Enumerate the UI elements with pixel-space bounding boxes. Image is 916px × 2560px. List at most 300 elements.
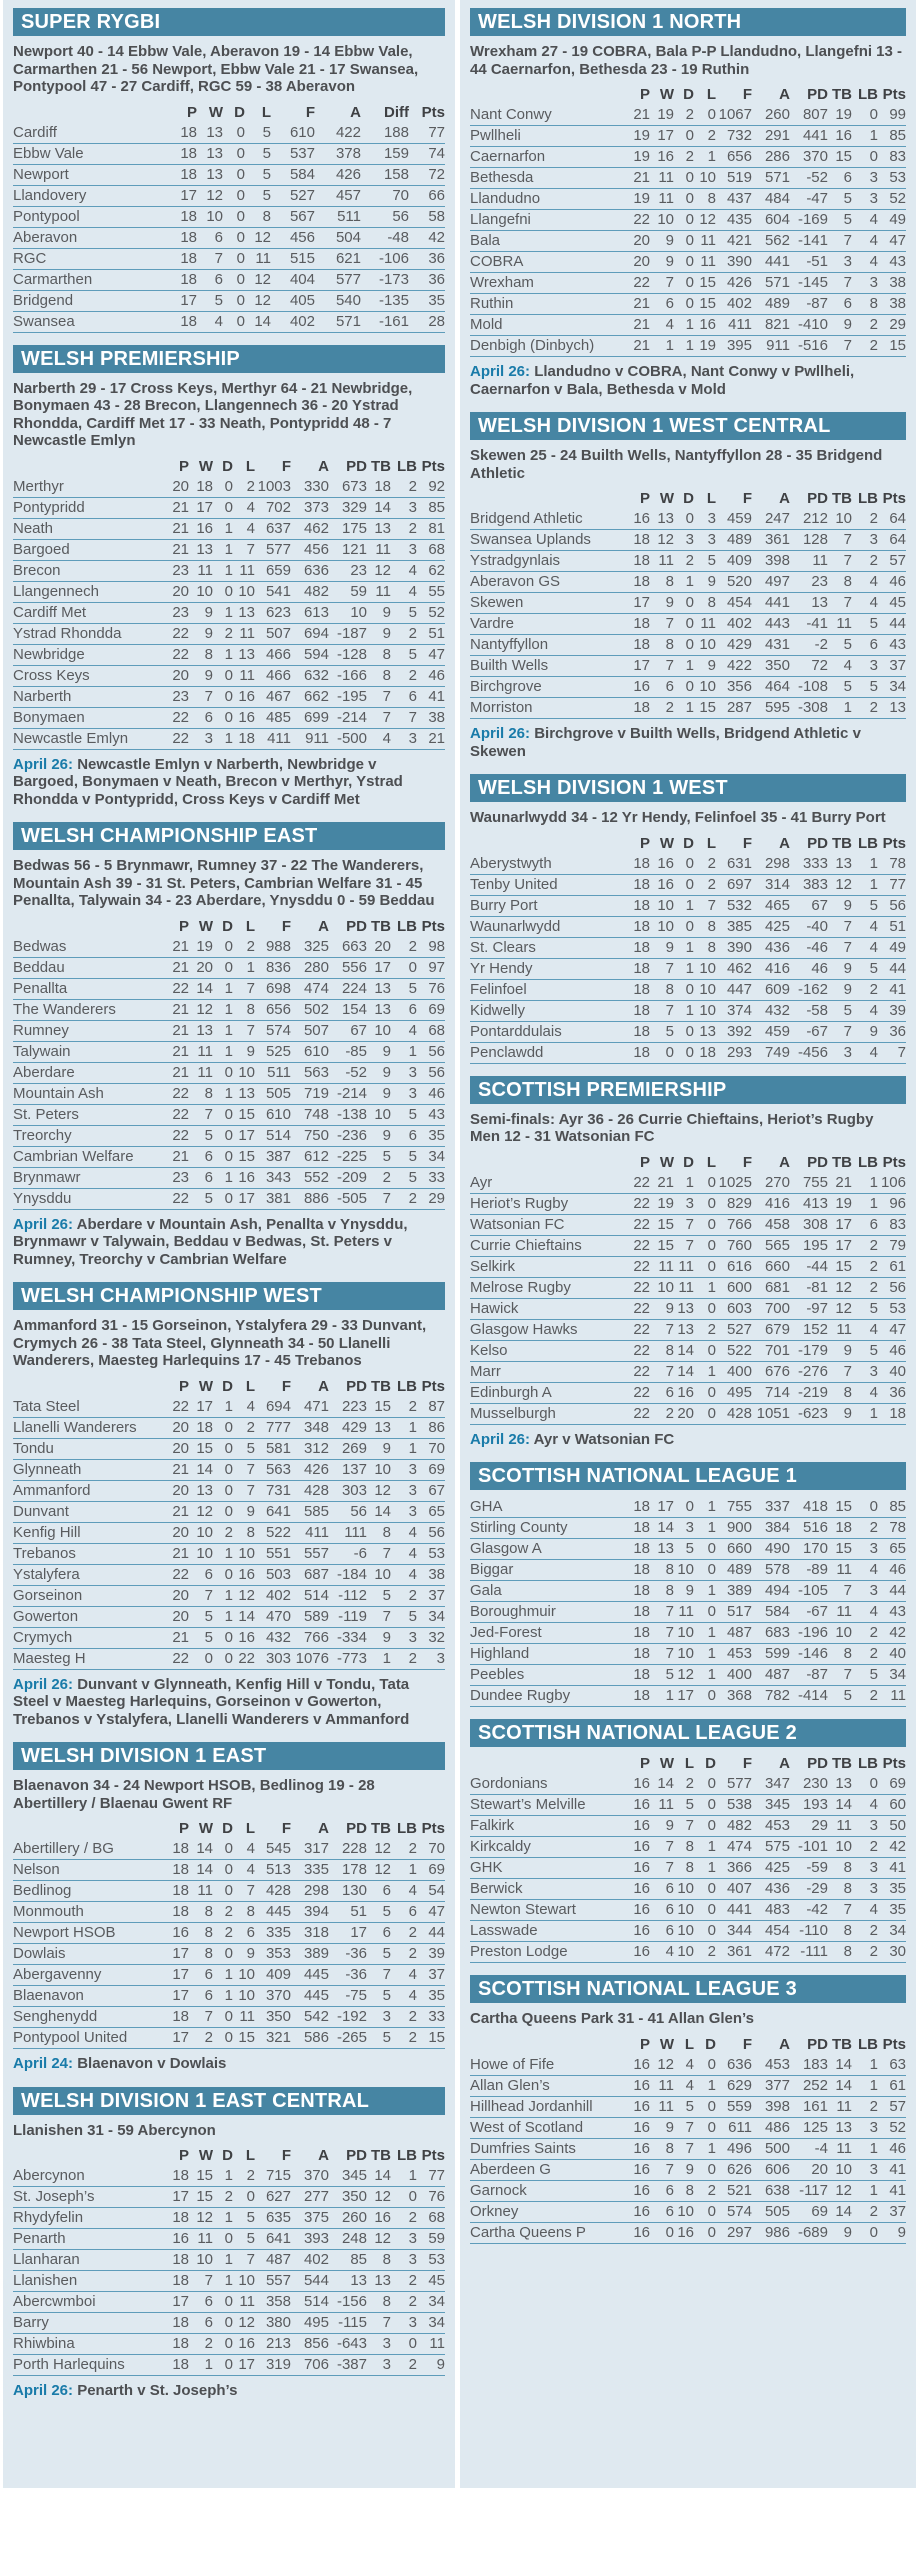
table-row bbox=[13, 1062, 445, 1083]
table-row bbox=[470, 979, 906, 1000]
stat-cell: 11 bbox=[375, 582, 391, 600]
stat-cell: 79 bbox=[889, 1236, 906, 1254]
stat-cell: 16 bbox=[633, 2118, 650, 2136]
stat-cell: 7 bbox=[843, 1582, 852, 1599]
stat-cell: -192 bbox=[336, 2008, 367, 2025]
stat-cell: 1 bbox=[869, 2139, 878, 2157]
table-row bbox=[13, 1104, 445, 1125]
table-row bbox=[13, 644, 445, 665]
stat-cell: 10 bbox=[657, 917, 674, 935]
stat-cell: 701 bbox=[764, 1341, 790, 1359]
team-name: Cross Keys bbox=[13, 666, 90, 684]
table-row bbox=[470, 854, 906, 875]
stat-cell: 18 bbox=[633, 896, 650, 914]
column-header: PD bbox=[807, 86, 828, 103]
stat-cell: 50 bbox=[889, 1817, 906, 1834]
stat-cell: 19 bbox=[633, 148, 650, 165]
stat-cell: 12 bbox=[254, 270, 271, 288]
table-row bbox=[470, 1319, 906, 1340]
column-header: PD bbox=[807, 834, 828, 852]
team-name: Kirkcaldy bbox=[470, 1838, 531, 1855]
stat-cell: 1 bbox=[408, 1418, 417, 1436]
stat-cell: 1 bbox=[408, 1439, 417, 1457]
stat-cell: 30 bbox=[889, 1943, 906, 1960]
stat-cell: 14 bbox=[835, 2076, 852, 2094]
column-header bbox=[470, 489, 626, 509]
stat-cell: 11 bbox=[678, 1257, 694, 1275]
stat-cell: 5 bbox=[408, 1105, 417, 1123]
stat-cell: 445 bbox=[303, 1966, 329, 1983]
stat-cell: 6 bbox=[408, 1126, 417, 1144]
team-name: Swansea Uplands bbox=[470, 531, 591, 548]
stat-cell: 411 bbox=[267, 729, 291, 747]
stat-cell: 17 bbox=[633, 657, 650, 674]
stat-cell: 5 bbox=[408, 1607, 417, 1625]
fixtures-note bbox=[13, 2382, 445, 2400]
table-row bbox=[470, 1816, 906, 1837]
stat-cell: 610 bbox=[289, 123, 315, 141]
stat-cell: 612 bbox=[303, 1147, 329, 1165]
stat-cell: 9 bbox=[204, 624, 213, 642]
section-banner: SCOTTISH PREMIERSHIP bbox=[470, 1076, 906, 1104]
stat-cell: 0 bbox=[707, 1299, 716, 1317]
stat-cell: 11 bbox=[197, 2230, 213, 2247]
stat-cell: 1 bbox=[224, 1021, 233, 1039]
stat-cell: 3 bbox=[408, 1063, 417, 1081]
stat-cell: 1 bbox=[685, 657, 694, 674]
stat-cell: 49 bbox=[889, 938, 906, 956]
stat-cell: 373 bbox=[303, 498, 329, 516]
stat-cell: 2 bbox=[665, 1404, 674, 1422]
stat-cell: 0 bbox=[869, 148, 878, 165]
table-row bbox=[470, 1858, 906, 1879]
stat-cell: 10 bbox=[657, 211, 674, 228]
stat-cell: 55 bbox=[428, 582, 445, 600]
stat-cell: 34 bbox=[889, 678, 906, 695]
stat-cell: 21 bbox=[172, 1544, 189, 1562]
stat-cell: 11 bbox=[658, 2097, 674, 2115]
stat-cell: 2 bbox=[707, 1943, 716, 1960]
results-intro: Ammanford 31 - 15 Gorseinon, Ystalyfera 29 - 33 Dunvant, Crymych 26 - 38 Tata Steel, Glynneath 34 - 50 Llanelli Wanderers, Maesteg Harlequins 17 - 45 Trebanos bbox=[13, 1317, 427, 1369]
stat-cell: 2 bbox=[869, 1519, 878, 1536]
stat-cell: 16 bbox=[633, 678, 650, 695]
stat-cell: 577 bbox=[726, 1775, 752, 1792]
table-row bbox=[13, 1564, 445, 1585]
league-table bbox=[13, 103, 445, 333]
stat-cell: 4 bbox=[869, 211, 878, 228]
column-header: W bbox=[198, 457, 213, 475]
stat-cell: 12 bbox=[238, 2314, 255, 2331]
stat-cell: 42 bbox=[889, 1838, 906, 1855]
column-header: W bbox=[198, 1377, 213, 1395]
stat-cell: 0 bbox=[685, 1498, 694, 1515]
stat-cell: 21 bbox=[633, 295, 650, 312]
stat-cell: 9 bbox=[246, 1945, 255, 1962]
stat-cell: 0 bbox=[665, 1043, 674, 1061]
stat-cell: -196 bbox=[797, 1624, 828, 1641]
stat-cell: 428 bbox=[265, 1882, 291, 1899]
results-intro: Wrexham 27 - 19 COBRA, Bala P-P Llandudno, Llangefni 13 - 44 Caernarfon, Bethesda 23 - 19 Ruthin bbox=[470, 43, 903, 78]
stat-cell: 436 bbox=[764, 1880, 790, 1897]
stat-cell: 5 bbox=[408, 979, 417, 997]
stat-cell: 2 bbox=[224, 1903, 233, 1920]
stat-cell: 18 bbox=[835, 1519, 852, 1536]
stat-cell: 6 bbox=[204, 1565, 213, 1583]
stat-cell: 4 bbox=[246, 498, 255, 516]
table-row bbox=[13, 1397, 445, 1418]
stat-cell: 1025 bbox=[718, 1173, 752, 1191]
stat-cell: 21 bbox=[835, 1173, 852, 1191]
stat-cell: -112 bbox=[338, 1586, 367, 1604]
stat-cell: 23 bbox=[172, 603, 189, 621]
stat-cell: 422 bbox=[726, 657, 752, 674]
stat-cell: 18 bbox=[172, 2209, 189, 2226]
stat-cell: -81 bbox=[806, 1278, 828, 1296]
column-header: PD bbox=[807, 1755, 828, 1772]
team-name: Beddau bbox=[13, 958, 65, 976]
stat-cell: 656 bbox=[726, 148, 752, 165]
stat-cell: 5 bbox=[869, 1666, 878, 1683]
stat-cell: 18 bbox=[633, 1603, 650, 1620]
stat-cell: 14 bbox=[374, 498, 391, 516]
stat-cell: 36 bbox=[889, 1022, 906, 1040]
column-header: Diff bbox=[384, 103, 409, 121]
stat-cell: 22 bbox=[633, 1215, 650, 1233]
stat-cell: 1 bbox=[665, 1687, 674, 1704]
stat-cell: -135 bbox=[378, 291, 409, 309]
fixtures-note bbox=[13, 2055, 445, 2073]
stat-cell: 1 bbox=[685, 337, 694, 354]
stat-cell: -101 bbox=[797, 1838, 828, 1855]
stat-cell: 121 bbox=[341, 540, 367, 558]
stat-cell: 1 bbox=[224, 729, 233, 747]
stat-cell: 514 bbox=[303, 2293, 329, 2310]
fixtures-date: April 26: bbox=[13, 755, 74, 773]
stat-cell: 454 bbox=[726, 594, 752, 611]
stat-cell: 18 bbox=[172, 1840, 189, 1857]
stat-cell: 2 bbox=[224, 1924, 233, 1941]
stat-cell: 482 bbox=[726, 1817, 752, 1834]
stat-cell: 260 bbox=[341, 2209, 367, 2226]
column-header: TB bbox=[832, 2035, 852, 2053]
table-body bbox=[13, 477, 445, 750]
team-name: Penarth bbox=[13, 2230, 66, 2247]
stat-cell: 35 bbox=[889, 1880, 906, 1897]
table-row bbox=[13, 560, 445, 581]
stat-cell: 459 bbox=[764, 1022, 790, 1040]
stat-cell: 760 bbox=[726, 1236, 752, 1254]
stat-cell: 137 bbox=[341, 1460, 367, 1478]
fixtures-note bbox=[470, 725, 906, 760]
stat-cell: 1 bbox=[869, 1404, 878, 1422]
stat-cell: 1051 bbox=[756, 1404, 790, 1422]
stat-cell: 8 bbox=[843, 1922, 852, 1939]
stat-cell: 7 bbox=[382, 1544, 391, 1562]
stat-cell: 4 bbox=[843, 657, 852, 674]
stat-cell: 40 bbox=[889, 1645, 906, 1662]
table-body bbox=[470, 854, 906, 1064]
stat-cell: 2 bbox=[408, 624, 417, 642]
stat-cell: 33 bbox=[428, 2008, 445, 2025]
stat-cell: 519 bbox=[726, 169, 752, 186]
stat-cell: 2 bbox=[869, 316, 878, 333]
stat-cell: 98 bbox=[428, 937, 445, 955]
stat-cell: 78 bbox=[889, 854, 906, 872]
table-row bbox=[13, 2292, 445, 2313]
stat-cell: 4 bbox=[408, 1523, 417, 1541]
team-name: Ruthin bbox=[470, 295, 514, 312]
stat-cell: 3 bbox=[843, 1043, 852, 1061]
stat-cell: 11 bbox=[197, 1042, 213, 1060]
table-row bbox=[470, 1361, 906, 1382]
section-banner: SCOTTISH NATIONAL LEAGUE 2 bbox=[470, 1719, 906, 1747]
stat-cell: 377 bbox=[764, 2076, 790, 2094]
stat-cell: 8 bbox=[843, 1383, 852, 1401]
stat-cell: 8 bbox=[665, 980, 674, 998]
stat-cell: 11 bbox=[700, 615, 716, 632]
stat-cell: 8 bbox=[869, 295, 878, 312]
column-header: D bbox=[705, 2035, 716, 2053]
stat-cell: 17 bbox=[172, 1945, 189, 1962]
stat-cell: 9 bbox=[382, 603, 391, 621]
table-row bbox=[470, 2159, 906, 2180]
stat-cell: 10 bbox=[238, 2272, 255, 2289]
team-name: Tata Steel bbox=[13, 1397, 80, 1415]
stat-cell: -106 bbox=[378, 249, 409, 267]
column-header: Pts bbox=[882, 490, 906, 507]
stat-cell: 7 bbox=[246, 540, 255, 558]
stat-cell: -500 bbox=[336, 729, 367, 747]
column-header: P bbox=[639, 86, 650, 103]
stat-cell: 0 bbox=[224, 1649, 233, 1667]
column-header: Pts bbox=[882, 86, 906, 103]
stat-cell: 21 bbox=[172, 1042, 189, 1060]
stat-cell: 542 bbox=[303, 2008, 329, 2025]
stat-cell: 8 bbox=[707, 938, 716, 956]
stat-cell: 1 bbox=[869, 2055, 878, 2073]
stat-cell: 374 bbox=[726, 1001, 752, 1019]
stat-cell: -187 bbox=[336, 624, 367, 642]
stat-cell: 392 bbox=[726, 1022, 752, 1040]
stat-cell: 390 bbox=[726, 938, 752, 956]
stat-cell: 22 bbox=[172, 1084, 189, 1102]
stat-cell: 159 bbox=[383, 144, 409, 162]
stat-cell: 551 bbox=[265, 1544, 291, 1562]
stat-cell: 85 bbox=[889, 127, 906, 144]
stat-cell: 578 bbox=[764, 1561, 790, 1578]
table-head bbox=[13, 2146, 445, 2166]
stat-cell: 23 bbox=[172, 561, 189, 579]
stat-cell: 14 bbox=[374, 2167, 391, 2184]
stat-cell: 16 bbox=[633, 1817, 650, 1834]
stat-cell: 2 bbox=[408, 2209, 417, 2226]
table-row bbox=[470, 1921, 906, 1942]
stat-cell: 586 bbox=[303, 2029, 329, 2046]
stat-cell: 485 bbox=[265, 708, 291, 726]
stat-cell: 1 bbox=[707, 1582, 716, 1599]
stat-cell: 540 bbox=[335, 291, 361, 309]
stat-cell: 16 bbox=[699, 316, 716, 333]
stat-cell: 6 bbox=[665, 678, 674, 695]
league-table bbox=[13, 2146, 445, 2376]
stat-cell: 46 bbox=[811, 959, 828, 977]
stat-cell: 10 bbox=[677, 1901, 694, 1918]
stat-cell: 5 bbox=[408, 1147, 417, 1165]
stat-cell: -141 bbox=[797, 232, 828, 249]
table-row bbox=[13, 1944, 445, 1965]
stat-cell: 6 bbox=[665, 2181, 674, 2199]
team-name: Gala bbox=[470, 1582, 502, 1599]
stat-cell: 152 bbox=[802, 1320, 828, 1338]
stat-cell: 474 bbox=[303, 979, 329, 997]
stat-cell: 1 bbox=[707, 1278, 716, 1296]
table-row bbox=[470, 916, 906, 937]
stat-cell: 20 bbox=[374, 937, 391, 955]
stat-cell: 16 bbox=[633, 2076, 650, 2094]
stat-cell: 7 bbox=[843, 1666, 852, 1683]
stat-cell: 86 bbox=[428, 1418, 445, 1436]
fixtures-note bbox=[470, 363, 906, 398]
table-row bbox=[470, 1256, 906, 1277]
stat-cell: 10 bbox=[699, 678, 716, 695]
stat-cell: 627 bbox=[265, 2188, 291, 2205]
stat-cell: 12 bbox=[835, 2181, 852, 2199]
stat-cell: 7 bbox=[665, 959, 674, 977]
team-name: Glasgow Hawks bbox=[470, 1320, 578, 1338]
stat-cell: 337 bbox=[764, 1498, 790, 1515]
stat-cell: 706 bbox=[303, 2356, 329, 2373]
table-head bbox=[13, 457, 445, 477]
stat-cell: 641 bbox=[265, 2230, 291, 2247]
stat-cell: 49 bbox=[889, 211, 906, 228]
stat-cell: 10 bbox=[196, 1544, 213, 1562]
stat-cell: 7 bbox=[246, 1481, 255, 1499]
stat-cell: 515 bbox=[289, 249, 315, 267]
stat-cell: 5 bbox=[843, 1001, 852, 1019]
team-name: Jed-Forest bbox=[470, 1624, 542, 1641]
stat-cell: 53 bbox=[889, 1299, 906, 1317]
stat-cell: 545 bbox=[265, 1840, 291, 1857]
stat-cell: 36 bbox=[889, 1383, 906, 1401]
stat-cell: 12 bbox=[254, 291, 271, 309]
team-name: Builth Wells bbox=[470, 657, 549, 674]
stat-cell: -179 bbox=[797, 1341, 828, 1359]
stat-cell: 2 bbox=[204, 2029, 213, 2046]
team-name: Barry bbox=[13, 2314, 49, 2331]
stat-cell: 212 bbox=[802, 510, 828, 527]
stat-cell: -689 bbox=[797, 2223, 828, 2241]
stat-cell: 662 bbox=[303, 687, 329, 705]
stat-cell: 8 bbox=[707, 917, 716, 935]
stat-cell: 0 bbox=[224, 2029, 233, 2046]
stat-cell: 2 bbox=[869, 2097, 878, 2115]
stat-cell: 502 bbox=[303, 1000, 329, 1018]
team-name: Gowerton bbox=[13, 1607, 79, 1625]
team-name: St. Peters bbox=[13, 1105, 79, 1123]
stat-cell: 702 bbox=[265, 498, 291, 516]
stat-cell: 1 bbox=[869, 1173, 878, 1191]
stat-cell: 2 bbox=[408, 2272, 417, 2289]
stat-cell: 2 bbox=[869, 1645, 878, 1662]
table-head bbox=[470, 489, 906, 509]
stat-cell: 51 bbox=[889, 917, 906, 935]
column-header-row bbox=[470, 85, 906, 105]
stat-cell: 10 bbox=[677, 1624, 694, 1641]
stat-cell: 0 bbox=[869, 106, 878, 123]
team-name: Dowlais bbox=[13, 1945, 66, 1962]
stat-cell: 6 bbox=[408, 1000, 417, 1018]
stat-cell: 7 bbox=[246, 1021, 255, 1039]
stat-cell: 17 bbox=[238, 1126, 255, 1144]
stat-cell: 17 bbox=[350, 1924, 367, 1941]
stat-cell: 7 bbox=[843, 1901, 852, 1918]
stat-cell: 13 bbox=[374, 979, 391, 997]
stat-cell: 0 bbox=[707, 1901, 716, 1918]
stat-cell: 4 bbox=[382, 729, 391, 747]
stat-cell: 66 bbox=[428, 186, 445, 204]
stat-cell: 0 bbox=[685, 636, 694, 653]
stat-cell: 395 bbox=[726, 337, 752, 354]
stat-cell: 13 bbox=[657, 510, 674, 527]
stat-cell: 11 bbox=[197, 561, 213, 579]
stat-cell: 13 bbox=[657, 1540, 674, 1557]
stat-cell: 8 bbox=[665, 573, 674, 590]
stat-cell: 0 bbox=[224, 1126, 233, 1144]
table-head bbox=[470, 2035, 906, 2055]
league-table bbox=[470, 489, 906, 719]
stat-cell: 53 bbox=[889, 169, 906, 186]
team-name: Melrose Rugby bbox=[470, 1278, 571, 1296]
stat-cell: 5 bbox=[262, 144, 271, 162]
column-header: TB bbox=[832, 834, 852, 852]
stat-cell: 18 bbox=[172, 2314, 189, 2331]
column-header-row bbox=[470, 1754, 906, 1774]
stat-cell: 2 bbox=[869, 1922, 878, 1939]
stat-cell: 1 bbox=[224, 1544, 233, 1562]
column-header: F bbox=[742, 86, 752, 103]
stat-cell: 72 bbox=[428, 165, 445, 183]
stat-cell: -111 bbox=[800, 1943, 828, 1960]
stat-cell: 7 bbox=[843, 1022, 852, 1040]
stat-cell: 520 bbox=[726, 573, 752, 590]
table-row bbox=[470, 2201, 906, 2222]
stat-cell: 22 bbox=[633, 1173, 650, 1191]
stat-cell: 0 bbox=[224, 2335, 233, 2352]
table-row bbox=[470, 189, 906, 210]
stat-cell: 15 bbox=[699, 295, 716, 312]
stat-cell: 7 bbox=[665, 657, 674, 674]
stat-cell: 308 bbox=[802, 1215, 828, 1233]
stat-cell: -48 bbox=[387, 228, 409, 246]
stat-cell: 641 bbox=[265, 1502, 291, 1520]
fixtures-date: April 26: bbox=[470, 1430, 531, 1448]
stat-cell: 697 bbox=[726, 875, 752, 893]
section-banner: WELSH DIVISION 1 EAST bbox=[13, 1742, 445, 1770]
stat-cell: -115 bbox=[338, 2314, 367, 2331]
column-header: Pts bbox=[421, 1377, 445, 1395]
stat-cell: 0 bbox=[236, 270, 245, 288]
stat-cell: 69 bbox=[889, 1775, 906, 1792]
stat-cell: -516 bbox=[797, 337, 828, 354]
stat-cell: 0 bbox=[224, 1861, 233, 1878]
stat-cell: 0 bbox=[707, 1404, 716, 1422]
column-header: L bbox=[261, 103, 271, 121]
stat-cell: 402 bbox=[726, 615, 752, 632]
table-row bbox=[13, 1839, 445, 1860]
stat-cell: -108 bbox=[797, 678, 828, 695]
stat-cell: 10 bbox=[238, 1063, 255, 1081]
league-section bbox=[3, 0, 455, 337]
